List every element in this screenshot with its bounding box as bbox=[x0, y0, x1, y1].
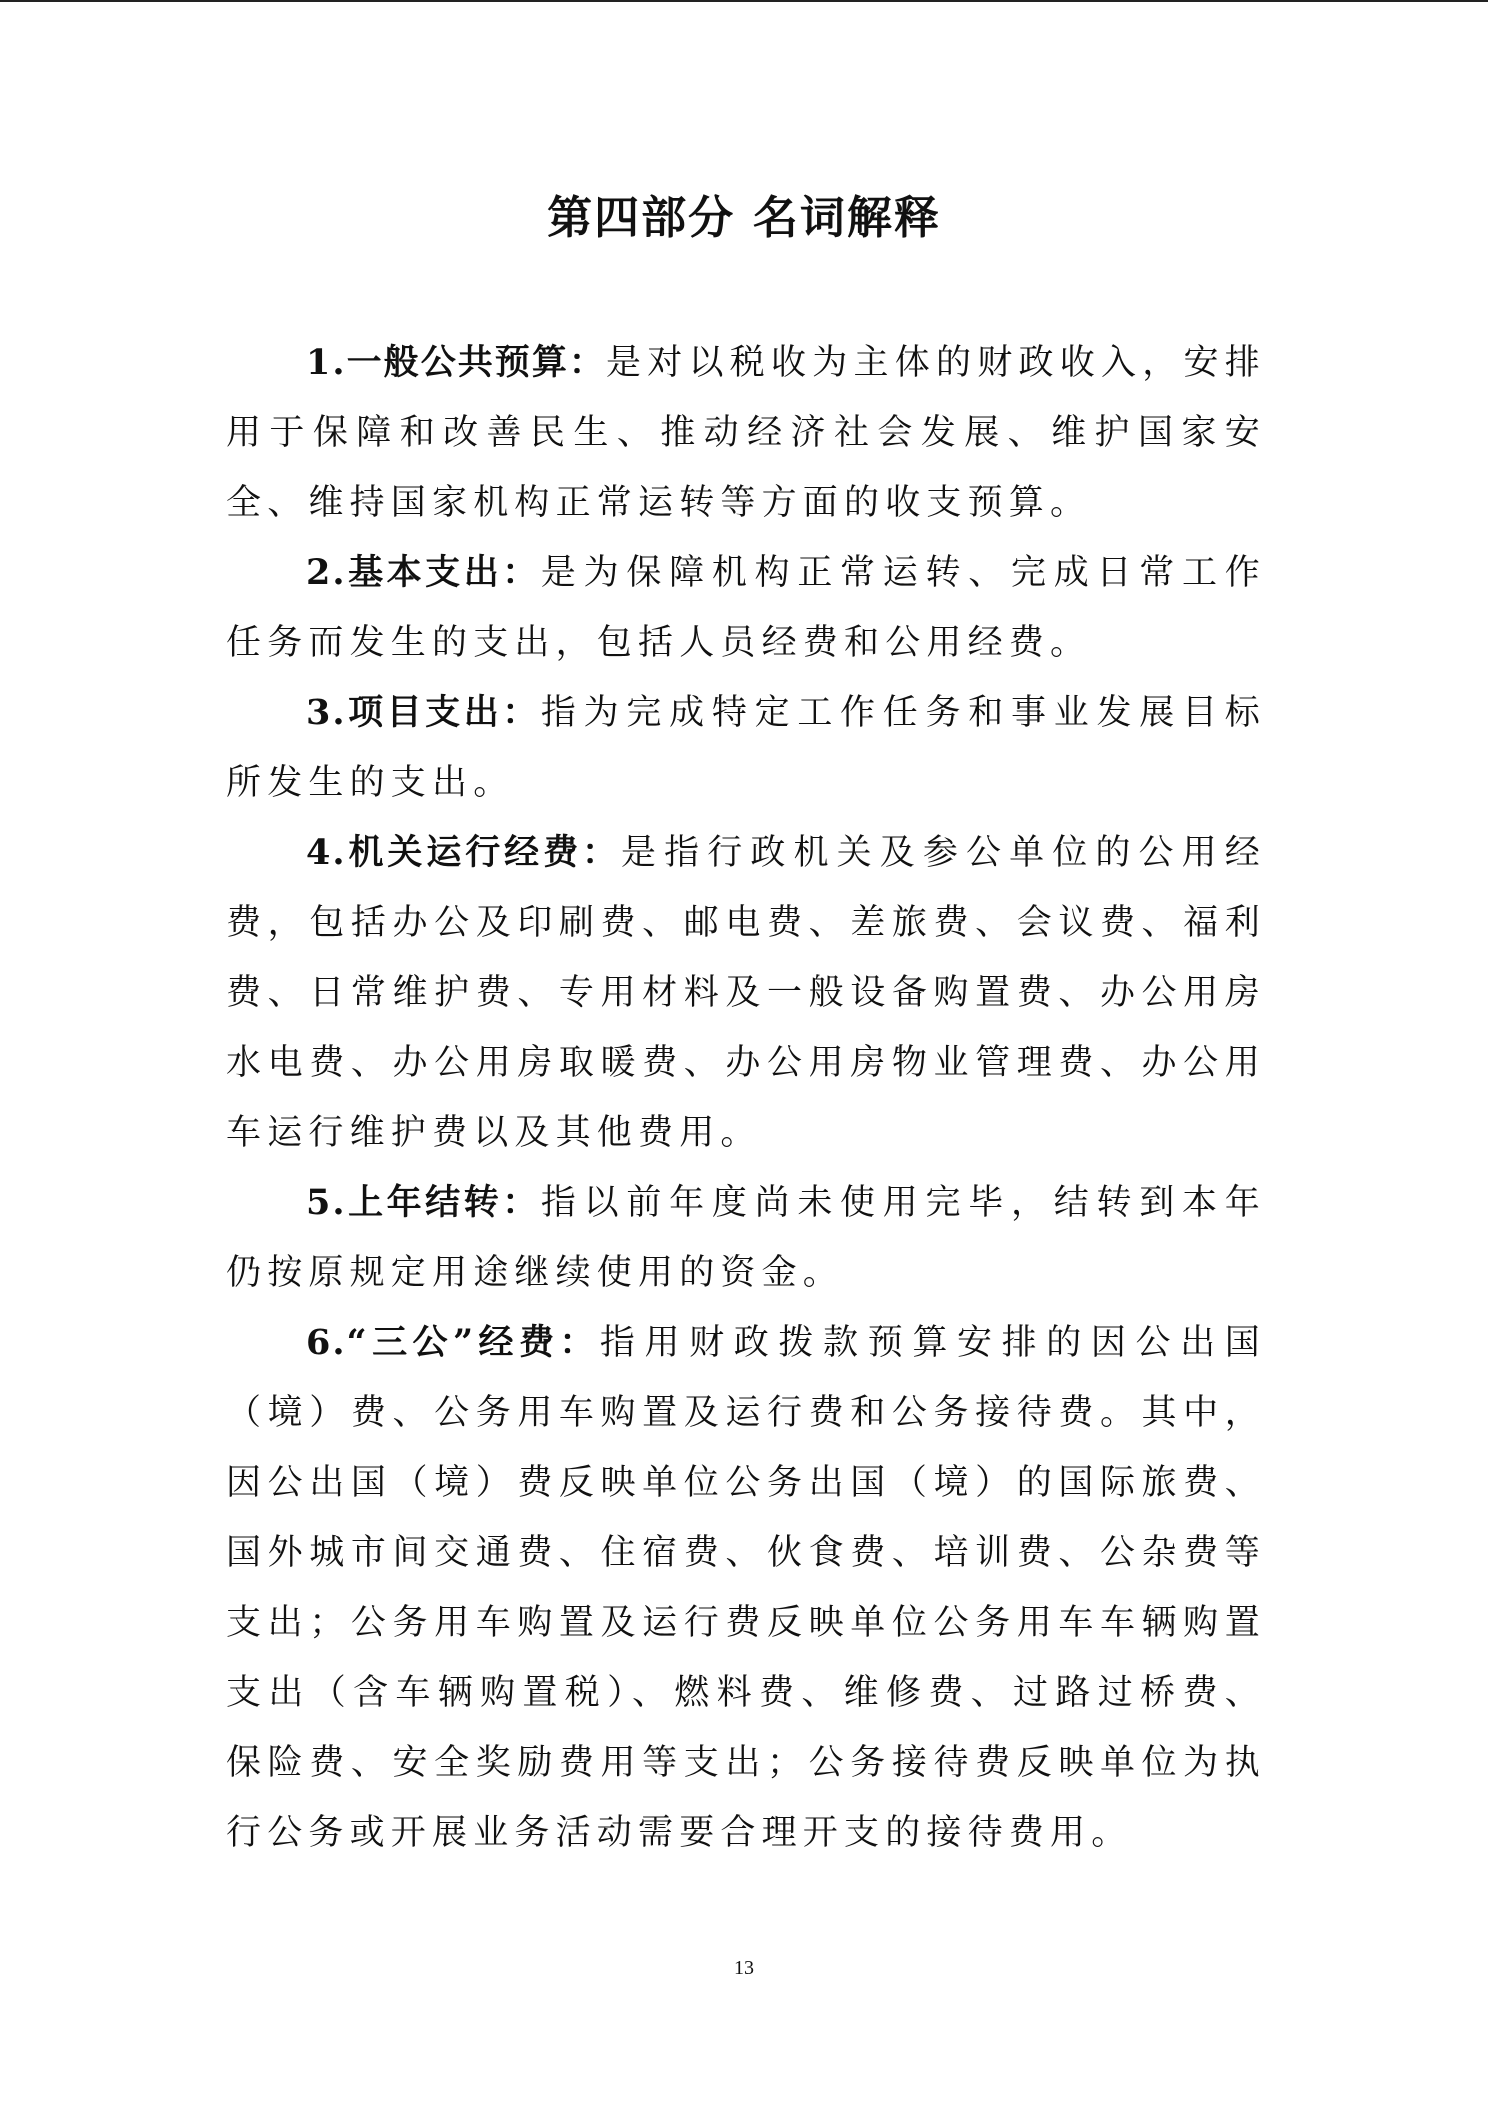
page-title: 第四部分 名词解释 bbox=[547, 191, 941, 244]
definition-text: 指以前年度尚未使用完毕，结转到本年仍按原规定用途继续使用的资金。 bbox=[226, 1183, 1266, 1293]
definition-text: 是对以税收为主体的财政收入，安排用于保障和改善民生、推动经济社会发展、维护国家安全、维持国家机构正常运转等方面的收支预算。 bbox=[226, 343, 1267, 523]
definition-term: 1.一般公共预算： bbox=[306, 342, 606, 383]
definition-basic-expenditure bbox=[226, 538, 1266, 678]
definition-text: 指用财政拨款预算安排的因公出国（境）费、公务用车购置及运行费和公务接待费。其中，因公出国（境）费反映单位公务出国（境）的国际旅费、国外城市间交通费、住宿费、伙食费、培训费、公杂费等支出；公务用车购置及运行费反映单位公务用车车辆购置支出（含车辆购置税）、燃料费、维修费、过路过桥费、保险费、安全奖励费用等支出；公务接待费反映单位为执行公务或开展业务活动需要合理开支的接待费用。 bbox=[226, 1323, 1266, 1853]
definition-term: 2.基本支出： bbox=[306, 552, 541, 593]
definition-text: 是为保障机构正常运转、完成日常工作任务而发生的支出，包括人员经费和公用经费。 bbox=[226, 553, 1266, 663]
definition-prior-year-carryover bbox=[226, 1168, 1266, 1308]
definition-text: 是指行政机关及参公单位的公用经费，包括办公及印刷费、邮电费、差旅费、会议费、福利费、日常维护费、专用材料及一般设备购置费、办公用房水电费、办公用房取暖费、办公用房物业管理费、办公用车运行维护费以及其他费用。 bbox=[226, 833, 1266, 1153]
definition-general-public-budget bbox=[226, 328, 1266, 538]
definition-term: 3.项目支出： bbox=[306, 692, 541, 733]
definitions-list bbox=[226, 328, 1266, 1868]
definition-project-expenditure bbox=[226, 678, 1266, 818]
definition-term: 4.机关运行经费： bbox=[306, 832, 621, 873]
definition-text: 指为完成特定工作任务和事业发展目标所发生的支出。 bbox=[226, 693, 1266, 803]
page-number: 13 bbox=[734, 1957, 754, 1979]
definition-term: 6.“三公”经费： bbox=[306, 1322, 600, 1363]
definition-term: 5.上年结转： bbox=[306, 1182, 541, 1223]
definition-operating-expenses bbox=[226, 818, 1266, 1168]
top-border-line bbox=[0, 0, 1488, 2]
definition-three-public-expenses bbox=[226, 1308, 1266, 1868]
